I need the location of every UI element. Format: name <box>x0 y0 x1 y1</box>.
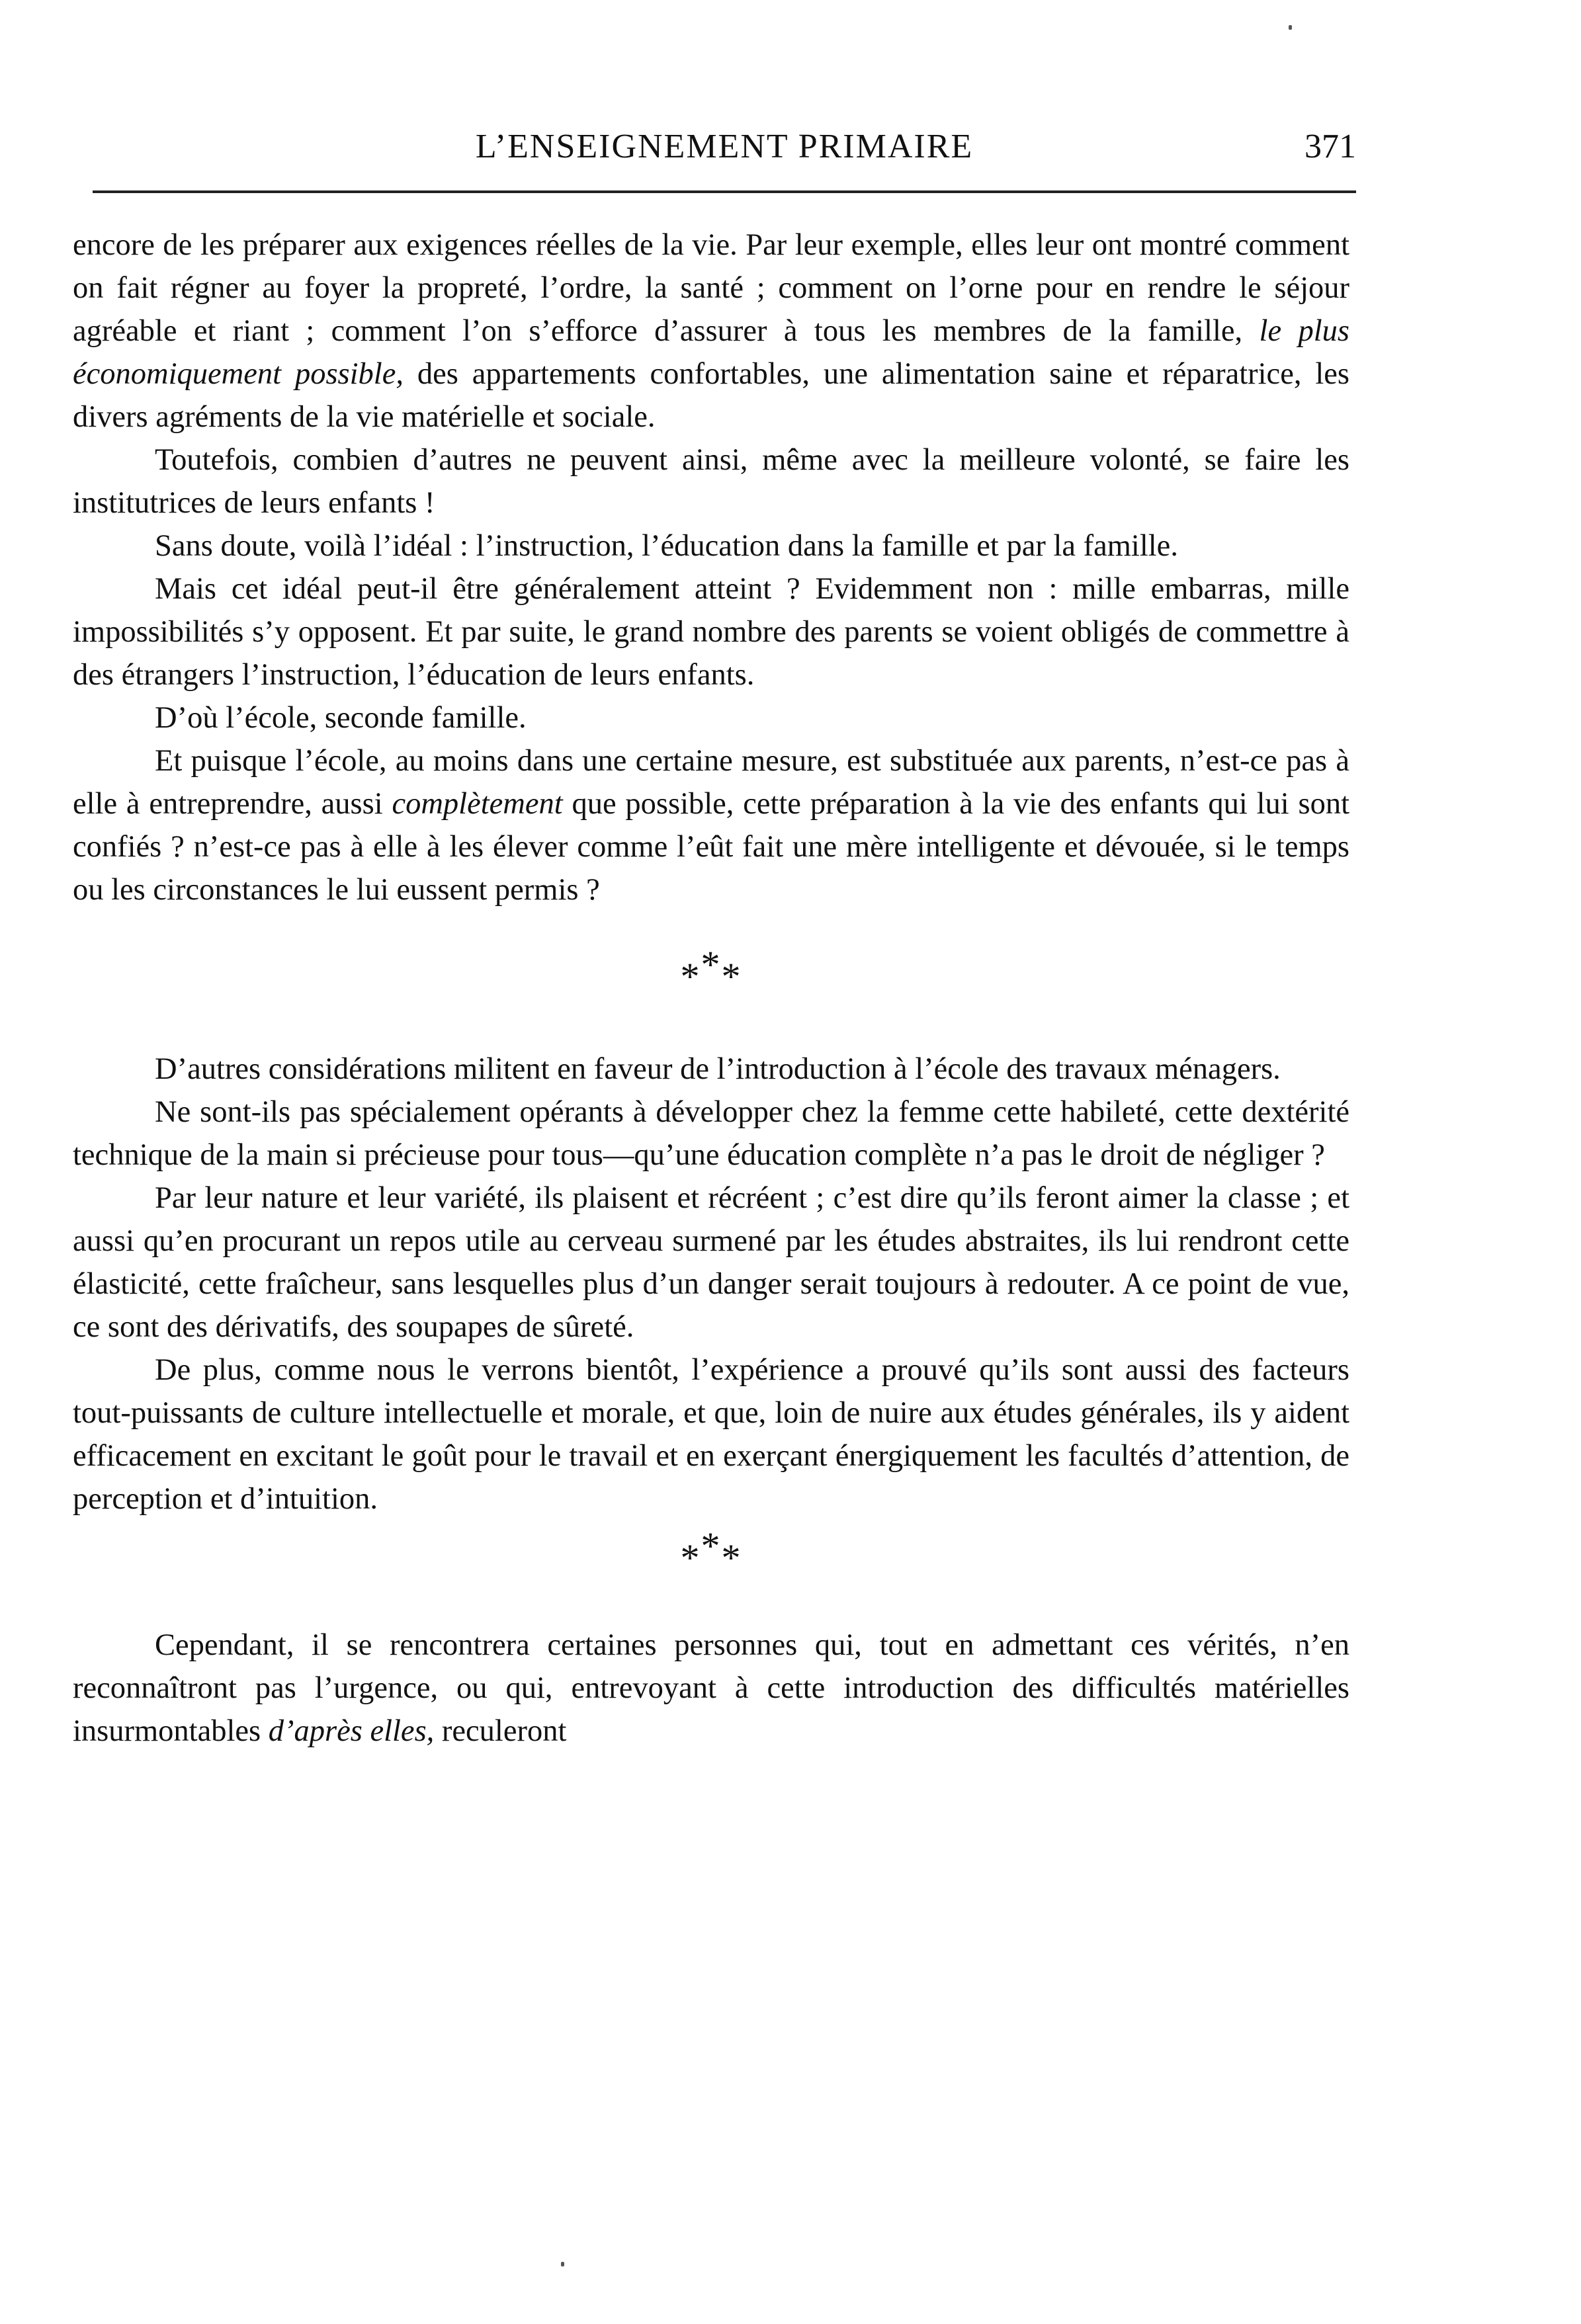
text-run: De plus, comme nous le verrons bientôt, l’expérience a prouvé qu’ils sont aussi des facteurs tout-puissants de culture intellectuelle et morale, et que, loin de nuire aux études générales, ils y aident efficacement en excitant le goût pour le travail et en exerçant énergiquement les facultés d’attention, de perception et d’intuition. <box>73 1353 1349 1516</box>
body-text <box>73 224 1349 1753</box>
italic-text-run: complètement <box>392 787 563 821</box>
paragraph <box>73 438 1349 524</box>
paragraph <box>73 739 1349 911</box>
paragraph <box>73 1048 1349 1091</box>
text-run: Mais cet idéal peut-il être généralement atteint ? Evidemment non : mille embarras, mille impossibilités s’y opposent. Et par suite, le grand nombre des parents se voient obligés de commettre à des étrangers l’instruction, l’éducation de leurs enfants. <box>73 572 1349 692</box>
paragraph <box>73 567 1349 696</box>
text-run: Et puisque l’école, au moins dans une certaine mesure, est substituée aux parents, n’est-ce pas à elle à entreprendre, aussi <box>73 744 1349 821</box>
italic-text-run: le plus économiquement possible, <box>73 314 1349 391</box>
text-run: Cependant, il se rencontrera certaines personnes qui, tout en admettant ces vérités, n’en reconnaîtront pas l’urgence, ou qui, entrevoyant à cette introduction des difficultés matérielles insurmontables <box>73 1628 1349 1748</box>
text-run: Par leur nature et leur variété, ils plaisent et récréent ; c’est dire qu’ils feront aimer la classe ; et aussi qu’en procurant un repos utile au cerveau surmené par les études abstraites, ils lui rendront cette élasticité, cette fraîcheur, sans lesquelles plus d’un danger serait toujours à redouter. A ce point de vue, ce sont des dérivatifs, des soupapes de sûreté. <box>73 1181 1349 1344</box>
paragraph <box>73 1624 1349 1753</box>
running-title: L’ENSEIGNEMENT PRIMAIRE <box>475 128 974 165</box>
text-run: encore de les préparer aux exigences réelles de la vie. Par leur exemple, elles leur ont montré comment on fait régner au foyer la propreté, l’ordre, la santé ; comment on l’orne pour en rendre le séjour agréable et riant ; comment l’on s’efforce d’assurer à tous les membres de la famille, <box>73 228 1349 348</box>
paragraph <box>73 1349 1349 1520</box>
paragraph <box>73 524 1349 567</box>
print-speck-top <box>1289 25 1292 30</box>
section-break-asterism <box>73 943 1349 998</box>
paragraph <box>73 1177 1349 1349</box>
text-run: Toutefois, combien d’autres ne peuvent ainsi, même avec la meilleure volonté, se faire les institutrices de leurs enfants ! <box>73 443 1349 520</box>
header-rule <box>93 190 1356 193</box>
page-number: 371 <box>1304 128 1356 165</box>
text-run: reculeront <box>434 1714 567 1748</box>
text-run: des appartements confortables, une alimentation saine et réparatrice, les divers agréments de la vie matérielle et sociale. <box>73 357 1350 434</box>
section-break-asterism <box>73 1524 1349 1579</box>
text-run: D’autres considérations militent en faveur de l’introduction à l’école des travaux ménagers. <box>155 1052 1281 1086</box>
text-run: Sans doute, voilà l’idéal : l’instruction, l’éducation dans la famille et par la famille. <box>155 529 1178 563</box>
asterisk: * <box>701 943 722 986</box>
running-head <box>93 120 1356 173</box>
text-run: que possible, cette préparation à la vie des enfants qui lui sont confiés ? n’est-ce pas à elle à les élever comme l’eût fait une mère intelligente et dévouée, si le temps ou les circonstances le lui eussent permis ? <box>73 787 1349 907</box>
paragraph <box>73 224 1349 438</box>
print-speck-bottom <box>561 2262 564 2266</box>
paragraph <box>73 696 1349 739</box>
paragraph <box>73 1091 1349 1177</box>
italic-text-run: d’après elles, <box>268 1714 435 1748</box>
asterisk: * <box>680 1536 701 1579</box>
asterisk: * <box>680 955 701 998</box>
asterisk: * <box>701 1524 722 1567</box>
asterisk: * <box>721 955 742 998</box>
text-run: Ne sont-ils pas spécialement opérants à développer chez la femme cette habileté, cette dextérité technique de la main si précieuse pour tous—qu’une éducation complète n’a pas le droit de négliger ? <box>73 1095 1349 1172</box>
text-run: D’où l’école, seconde famille. <box>155 701 527 735</box>
asterisk: * <box>721 1536 742 1579</box>
